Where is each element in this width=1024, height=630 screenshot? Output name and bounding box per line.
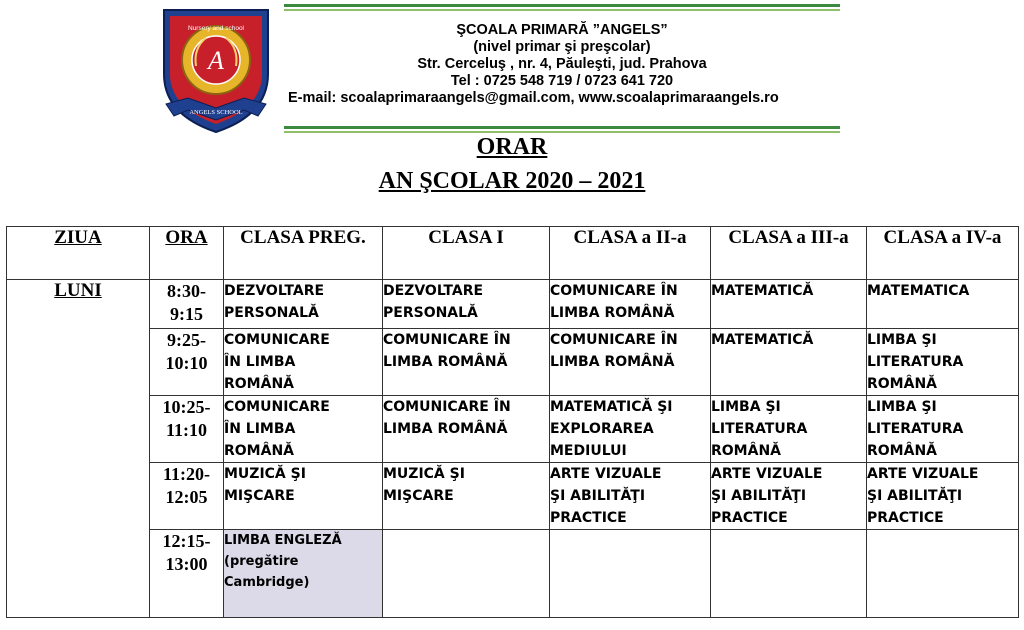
subject-cell: MATEMATICĂ — [711, 329, 867, 396]
timetable-header-row — [7, 227, 1019, 280]
subject-cell: COMUNICARE ÎN LIMBA ROMÂNĂ — [224, 396, 383, 463]
school-contact-block — [284, 22, 840, 107]
timetable — [6, 226, 1019, 618]
header-rule-top-light — [284, 9, 840, 11]
subject-cell: COMUNICARE ÎN LIMBA ROMÂNĂ — [383, 396, 550, 463]
header-rule-bottom-light — [284, 131, 840, 133]
logo-letter: A — [208, 46, 224, 75]
col-header-clasa-i: CLASA I — [383, 227, 550, 280]
subject-cell: ARTE VIZUALE ŞI ABILITĂŢI PRACTICE — [550, 463, 711, 530]
subject-cell — [867, 530, 1019, 618]
subject-cell: DEZVOLTARE PERSONALĂ — [224, 280, 383, 329]
subject-cell — [550, 530, 711, 618]
subject-cell: LIMBA ŞI LITERATURA ROMÂNĂ — [867, 396, 1019, 463]
subject-cell: COMUNICARE ÎN LIMBA ROMÂNĂ — [383, 329, 550, 396]
school-email-web: E-mail: scoalaprimaraangels@gmail.com, www.scoalaprimaraangels.ro — [288, 90, 779, 106]
col-header-clasa-iii: CLASA a III-a — [711, 227, 867, 280]
logo-ring-text: Nursery and school — [188, 25, 244, 32]
subject-cell: MUZICĂ ŞI MIŞCARE — [383, 463, 550, 530]
subject-cell: COMUNICARE ÎN LIMBA ROMÂNĂ — [550, 329, 711, 396]
school-logo-crest — [160, 4, 272, 136]
subject-cell — [383, 530, 550, 618]
table-row — [7, 280, 1019, 329]
school-level: (nivel primar şi preşcolar) — [473, 39, 651, 55]
time-cell: 11:20- 12:05 — [150, 463, 224, 530]
day-cell-luni: LUNI — [7, 280, 150, 618]
school-phone: Tel : 0725 548 719 / 0723 641 720 — [450, 73, 674, 89]
time-cell: 12:15- 13:00 — [150, 530, 224, 618]
page-title: ORAR — [476, 134, 548, 160]
time-cell: 8:30- 9:15 — [150, 280, 224, 329]
subject-cell: MATEMATICĂ ŞI EXPLORAREA MEDIULUI — [550, 396, 711, 463]
subject-cell: LIMBA ŞI LITERATURA ROMÂNĂ — [867, 329, 1019, 396]
col-header-clasa-preg: CLASA PREG. — [224, 227, 383, 280]
col-header-clasa-iv: CLASA a IV-a — [867, 227, 1019, 280]
logo-banner-text: ANGELS SCHOOL — [189, 109, 243, 116]
header-rule-top — [284, 4, 840, 7]
time-cell: 9:25- 10:10 — [150, 329, 224, 396]
subject-cell: DEZVOLTARE PERSONALĂ — [383, 280, 550, 329]
page-subtitle-year: AN ŞCOLAR 2020 – 2021 — [378, 168, 646, 194]
table-row — [7, 329, 1019, 396]
header-rule-bottom — [284, 126, 840, 129]
table-row — [7, 530, 1019, 618]
subject-cell: ARTE VIZUALE ŞI ABILITĂŢI PRACTICE — [711, 463, 867, 530]
subject-cell: MATEMATICĂ — [711, 280, 867, 329]
time-cell: 10:25- 11:10 — [150, 396, 224, 463]
school-address: Str. Cerceluş , nr. 4, Păuleşti, jud. Prahova — [417, 56, 707, 72]
subject-cell: ARTE VIZUALE ŞI ABILITĂŢI PRACTICE — [867, 463, 1019, 530]
subject-cell: COMUNICARE ÎN LIMBA ROMÂNĂ — [550, 280, 711, 329]
col-header-clasa-ii: CLASA a II-a — [550, 227, 711, 280]
subject-cell — [711, 530, 867, 618]
subject-cell: LIMBA ŞI LITERATURA ROMÂNĂ — [711, 396, 867, 463]
school-name: ŞCOALA PRIMARĂ ”ANGELS” — [456, 22, 668, 38]
subject-cell: MUZICĂ ŞI MIŞCARE — [224, 463, 383, 530]
table-row — [7, 463, 1019, 530]
table-row — [7, 396, 1019, 463]
col-header-ziua: ZIUA — [7, 227, 150, 280]
subject-cell: COMUNICARE ÎN LIMBA ROMÂNĂ — [224, 329, 383, 396]
subject-cell: MATEMATICA — [867, 280, 1019, 329]
subject-cell-highlighted: LIMBA ENGLEZĂ (pregătire Cambridge) — [224, 530, 383, 618]
col-header-ora: ORA — [150, 227, 224, 280]
